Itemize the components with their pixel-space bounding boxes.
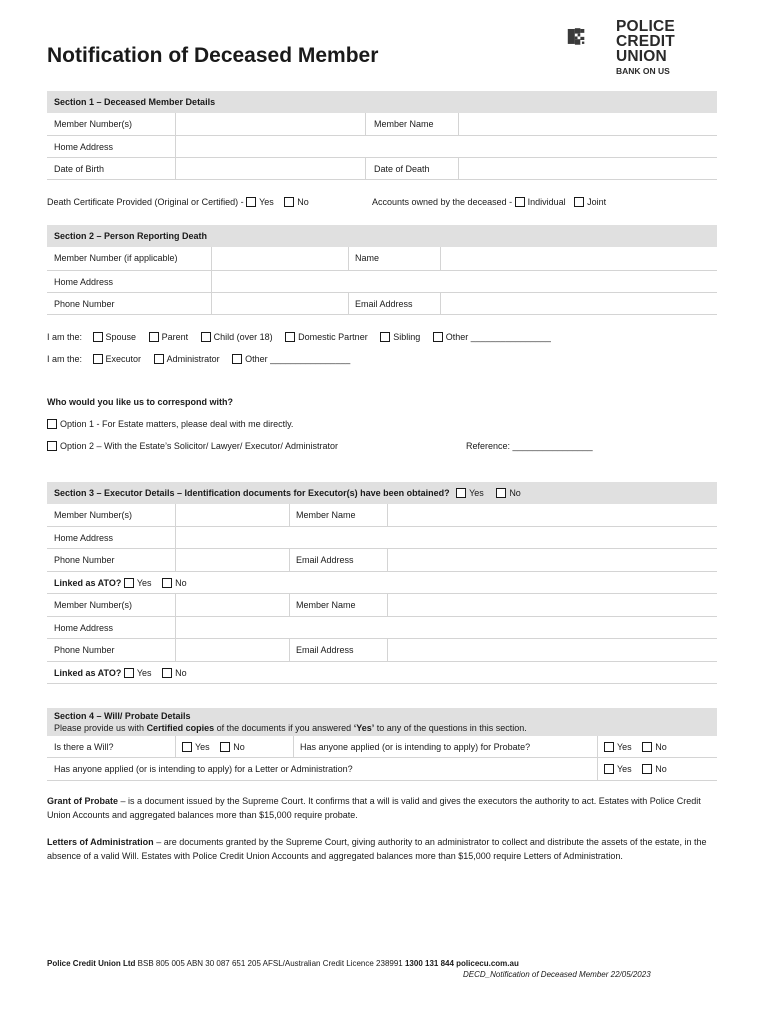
accounts-individual-label: Individual — [527, 197, 566, 207]
s3-exec2-ato-yes-label: Yes — [136, 668, 152, 678]
death-cert-yes-checkbox[interactable] — [246, 197, 256, 207]
s3-exec2-member-numbers-field[interactable] — [175, 594, 289, 616]
s1-dod-label: Date of Death — [374, 164, 430, 174]
s3-exec2-email-label: Email Address — [296, 645, 354, 655]
s3-exec1-email-label: Email Address — [296, 555, 354, 565]
death-certificate-line — [47, 196, 309, 208]
s3-exec2-row-member — [47, 594, 717, 617]
executor-checkbox[interactable] — [93, 354, 103, 364]
s4-will-yes-checkbox[interactable] — [182, 742, 192, 752]
s1-row-address — [47, 136, 717, 158]
s3-exec2-ato-no-checkbox[interactable] — [162, 668, 172, 678]
accounts-owned-line — [372, 196, 606, 208]
s3-exec1-home-address-label: Home Address — [54, 533, 114, 543]
section1-heading: Section 1 – Deceased Member Details — [47, 91, 717, 113]
section3-heading-text: Section 3 – Executor Details – Identification documents for Executor(s) have been obtained? — [54, 488, 450, 498]
s3-exec2-member-numbers-label: Member Number(s) — [54, 600, 133, 610]
footer-phone: 1300 131 844 — [404, 959, 454, 968]
s1-row-dates — [47, 158, 717, 180]
s3-exec1-member-name-field[interactable] — [387, 504, 717, 526]
s3-exec1-ato-no-label: No — [175, 578, 187, 588]
s3-exec2-row-ato — [47, 662, 717, 684]
i-am-the-label: I am the: — [47, 332, 83, 342]
letters-text: – are documents granted by the Supreme Court, giving authority to an administrator to collect and distribute the assets of the estate, in the absence of a valid Will. Estates with Police Credit Union Accounts and aggregated balances more than $15,000 require Letters of Administration. — [47, 837, 707, 861]
relationship-line-2 — [47, 353, 350, 365]
executor-label: Executor — [105, 354, 142, 364]
s2-email-label: Email Address — [355, 299, 413, 309]
s2-member-number-field[interactable] — [211, 247, 348, 270]
s3-exec1-row-ato — [47, 572, 717, 594]
i-am-the-label-2: I am the: — [47, 354, 83, 364]
other-role-checkbox[interactable] — [232, 354, 242, 364]
s4-will-yes-label: Yes — [195, 742, 210, 752]
s3-exec2-ato-yes-checkbox[interactable] — [124, 668, 134, 678]
s4-letter-options — [597, 758, 667, 780]
s3-exec2-email-field[interactable] — [387, 639, 717, 661]
other-relationship-checkbox[interactable] — [433, 332, 443, 342]
spouse-label: Spouse — [105, 332, 137, 342]
page-title: Notification of Deceased Member — [47, 44, 379, 67]
s3-exec1-row-member — [47, 504, 717, 527]
s3-docs-no-checkbox[interactable] — [496, 488, 506, 498]
logo-line-3: UNION — [616, 48, 667, 65]
s2-row-member — [47, 247, 717, 271]
footer-line — [47, 959, 519, 968]
s3-exec1-ato-line — [47, 572, 187, 593]
s3-exec1-email-field[interactable] — [387, 549, 717, 571]
death-cert-yes-label: Yes — [259, 197, 274, 207]
probate-term: Grant of Probate — [47, 796, 119, 806]
s4-instr-bold: Certified copies — [146, 723, 215, 733]
s4-will-no-checkbox[interactable] — [220, 742, 230, 752]
relationship-line-1 — [47, 331, 551, 343]
s3-exec2-phone-label: Phone Number — [54, 645, 115, 655]
s1-dob-field[interactable] — [175, 158, 365, 179]
spouse-checkbox[interactable] — [93, 332, 103, 342]
s3-exec2-phone-field[interactable] — [175, 639, 289, 661]
s1-dod-field[interactable] — [458, 158, 717, 179]
s4-letter-label: Has anyone applied (or is intending to apply) for a Letter or Administration? — [54, 764, 353, 774]
s4-letter-yes-label: Yes — [617, 764, 632, 774]
s4-letter-yes-checkbox[interactable] — [604, 764, 614, 774]
s3-exec1-phone-field[interactable] — [175, 549, 289, 571]
other-relationship-label: Other ________________ — [445, 332, 551, 342]
death-cert-label: Death Certificate Provided (Original or Certified) - — [47, 197, 244, 207]
s3-exec2-ato-no-label: No — [175, 668, 187, 678]
s4-probate-no-checkbox[interactable] — [642, 742, 652, 752]
logo-line-1: POLICE — [616, 18, 675, 35]
police-credit-union-logo — [567, 16, 615, 64]
s1-dob-label: Date of Birth — [54, 164, 105, 174]
s2-name-label: Name — [355, 253, 380, 263]
s4-probate-label: Has anyone applied (or is intending to apply) for Probate? — [300, 742, 531, 752]
logo-wordmark — [616, 19, 675, 64]
s4-letter-no-checkbox[interactable] — [642, 764, 652, 774]
domestic-partner-checkbox[interactable] — [285, 332, 295, 342]
s1-row-member — [47, 113, 717, 136]
s4-probate-yes-label: Yes — [617, 742, 632, 752]
s2-email-field[interactable] — [440, 293, 717, 314]
probate-definition — [47, 795, 717, 822]
s2-name-field[interactable] — [440, 247, 717, 270]
administrator-label: Administrator — [166, 354, 220, 364]
parent-checkbox[interactable] — [149, 332, 159, 342]
option1-label: Option 1 - For Estate matters, please deal with me directly. — [60, 419, 294, 429]
s3-exec1-row-phone — [47, 549, 717, 572]
logo-tagline: BANK ON US — [616, 66, 670, 76]
s2-home-address-field[interactable] — [211, 271, 717, 292]
death-cert-no-checkbox[interactable] — [284, 197, 294, 207]
s4-letter-no-label: No — [655, 764, 667, 774]
s1-home-address-label: Home Address — [54, 142, 114, 152]
s4-will-label: Is there a Will? — [54, 742, 114, 752]
s2-member-number-label: Member Number (if applicable) — [54, 253, 178, 263]
footer-company: Police Credit Union Ltd — [47, 959, 136, 968]
footer-website: policecu.com.au — [456, 959, 519, 968]
s1-member-name-label: Member Name — [374, 119, 434, 129]
s4-will-no-label: No — [233, 742, 245, 752]
s4-will-options — [175, 736, 245, 757]
s3-exec2-ato-label: Linked as ATO? — [54, 668, 122, 678]
s4-instr-mid: of the documents if you answered — [214, 723, 354, 733]
s3-exec2-member-name-field[interactable] — [387, 594, 717, 616]
s3-exec2-row-phone — [47, 639, 717, 662]
other-role-label: Other ________________ — [245, 354, 351, 364]
s3-exec1-ato-yes-label: Yes — [136, 578, 152, 588]
s2-row-phone — [47, 293, 717, 315]
option2-line — [47, 440, 338, 452]
s4-instr-post: to any of the questions in this section. — [374, 723, 527, 733]
s3-exec1-member-numbers-label: Member Number(s) — [54, 510, 133, 520]
s1-member-name-field[interactable] — [458, 113, 717, 135]
sibling-label: Sibling — [393, 332, 421, 342]
s1-member-numbers-field[interactable] — [175, 113, 365, 135]
s4-row-letter — [47, 758, 717, 781]
s3-exec1-ato-yes-checkbox[interactable] — [124, 578, 134, 588]
s2-row-address — [47, 271, 717, 293]
s3-exec1-member-name-label: Member Name — [296, 510, 356, 520]
child-label: Child (over 18) — [213, 332, 273, 342]
s4-probate-no-label: No — [655, 742, 667, 752]
accounts-individual-checkbox[interactable] — [515, 197, 525, 207]
s3-exec1-home-address-field[interactable] — [175, 527, 717, 548]
accounts-joint-label: Joint — [587, 197, 607, 207]
s3-exec2-home-address-field[interactable] — [175, 617, 717, 638]
s3-exec2-row-address — [47, 617, 717, 639]
s4-instr-yes: ‘Yes’ — [353, 723, 375, 733]
letters-term: Letters of Administration — [47, 837, 154, 847]
parent-label: Parent — [161, 332, 189, 342]
section4-instructions — [54, 722, 527, 734]
s3-exec1-row-address — [47, 527, 717, 549]
s3-docs-no-label: No — [509, 488, 521, 498]
section2-heading: Section 2 – Person Reporting Death — [47, 225, 717, 247]
section4-heading-box — [47, 708, 717, 736]
death-cert-no-label: No — [297, 197, 309, 207]
domestic-partner-label: Domestic Partner — [298, 332, 368, 342]
sibling-checkbox[interactable] — [380, 332, 390, 342]
correspond-question: Who would you like us to correspond with? — [47, 397, 233, 407]
option2-checkbox[interactable] — [47, 441, 57, 451]
section3-heading — [47, 482, 717, 504]
accounts-joint-checkbox[interactable] — [574, 197, 584, 207]
s3-exec2-ato-line — [47, 662, 187, 683]
s3-exec1-member-numbers-field[interactable] — [175, 504, 289, 526]
option1-checkbox[interactable] — [47, 419, 57, 429]
s3-exec2-home-address-label: Home Address — [54, 623, 114, 633]
logo-line-2: CREDIT — [616, 33, 675, 50]
option1-line — [47, 418, 293, 430]
s2-phone-label: Phone Number — [54, 299, 115, 309]
footer-doc-ref: DECD_Notification of Deceased Member 22/05/2023 — [463, 970, 651, 979]
s2-home-address-label: Home Address — [54, 277, 114, 287]
s3-docs-yes-label: Yes — [469, 488, 484, 498]
s4-instr-pre: Please provide us with — [54, 723, 147, 733]
s2-phone-field[interactable] — [211, 293, 348, 314]
administrator-checkbox[interactable] — [154, 354, 164, 364]
s1-home-address-field[interactable] — [175, 136, 717, 157]
s3-docs-yes-checkbox[interactable] — [456, 488, 466, 498]
option2-label: Option 2 – With the Estate’s Solicitor/ Lawyer/ Executor/ Administrator — [60, 441, 338, 451]
section4-heading: Section 4 – Will/ Probate Details — [54, 711, 191, 721]
reference-field[interactable]: Reference: ________________ — [466, 441, 593, 451]
s3-exec1-phone-label: Phone Number — [54, 555, 115, 565]
s3-exec1-ato-no-checkbox[interactable] — [162, 578, 172, 588]
s4-probate-options — [597, 736, 667, 757]
s3-exec2-member-name-label: Member Name — [296, 600, 356, 610]
letters-definition — [47, 836, 717, 863]
s3-exec1-ato-label: Linked as ATO? — [54, 578, 122, 588]
accounts-owned-label: Accounts owned by the deceased - — [372, 197, 513, 207]
footer-details: BSB 805 005 ABN 30 087 651 205 AFSL/Australian Credit Licence 238991 — [135, 959, 405, 968]
s1-member-numbers-label: Member Number(s) — [54, 119, 133, 129]
probate-text: – is a document issued by the Supreme Court. It confirms that a will is valid and gives the executors the authority to act. Estates with Police Credit Union Accounts and aggregated balances more than $15,000 require probate. — [47, 796, 701, 820]
s4-row-will — [47, 736, 717, 758]
s4-probate-yes-checkbox[interactable] — [604, 742, 614, 752]
child-checkbox[interactable] — [201, 332, 211, 342]
